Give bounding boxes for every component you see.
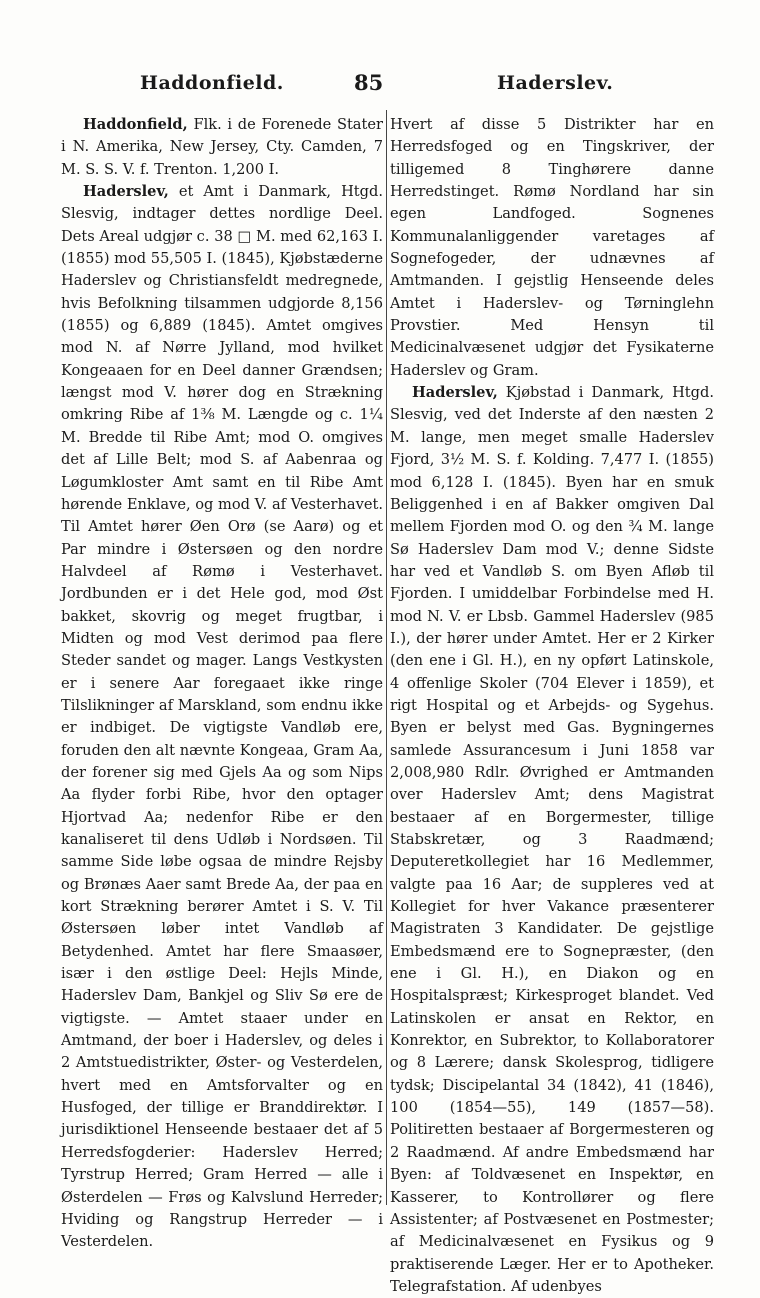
entry-haderslev-town xyxy=(390,382,714,1298)
entry-text: Kjøbstad i Danmark, Htgd. Slesvig, ved det Inderste af den næsten 2 M. lange, men meget smalle Haderslev Fjord, 3½ M. S. f. Kolding. 7,477 I. (1855) mod 6,128 I. (1845). Byen har en smuk Beliggenhed i en af Bakker omgiven Dal mellem Fjorden mod O. og den ¾ M. lange Sø Haderslev Dam mod V.; denne Sidste har ved et Vandløb S. om Byen Afløb til Fjorden. I umiddelbar Forbindelse med H. mod N. V. er Lbsb. Gammel Haderslev (985 I.), der hører under Amtet. Her er 2 Kirker (den ene i Gl. H.), en ny opført Latinskole, 4 offenlige Skoler (704 Elever i 1859), et rigt Hospital og et Arbejds- og Sygehus. Byen er belyst med Gas. Bygningernes samlede Assurancesum i Juni 1858 var 2,008,980 Rdlr. Øvrighed er Amtmanden over Haderslev Amt; dens Magistrat bestaaer af en Borgermester, tillige Stabskretær, og 3 Raadmænd; Deputeretkollegiet har 16 Medlemmer, valgte paa 16 Aar; de suppleres ved at Kollegiet for hver Vakance præsenterer Magistraten 3 Kandidater. De gejstlige Embedsmænd ere to Sognepræster, (den ene i Gl. H.), en Diakon og en Hospitalspræst; Kirkesproget blandet. Ved Latinskolen er ansat en Rektor, en Konrektor, en Subrektor, to Kollaboratorer og 8 Lærere; dansk Skolesprog, tidligere tydsk; Discipelantal 34 (1842), 41 (1846), 100 (1854—55), 149 (1857—58). Politiretten bestaaer af Borgermesteren og 2 Raadmænd. Af andre Embedsmænd har Byen: af Toldvæsenet en Inspektør, en Kasserer, to Kontrollører og flere Assistenter; af Postvæsenet en Postmester; af Medicinalvæsenet en Fysikus og 9 praktiserende Læger. Her er to Apotheker. Telegrafstation. Af udenbyes xyxy=(390,384,714,1295)
entry-continuation: Hvert af disse 5 Distrikter har en Herredsfoged og en Tingskriver, der tilligemed 8 Tinghørere danne Herredstinget. Rømø Nordland har sin egen Landfoged. Sognenes Kommunalanliggender varetages af Sognefogeder, der udnævnes af Amtmanden. I gejstlig Henseende deles Amtet i Haderslev- og Tørninglehn Provstier. Med Hensyn til Medicinalvæsenet udgjør det Fysikaterne Haderslev og Gram. xyxy=(390,116,714,379)
page-number: 85 xyxy=(354,70,384,95)
entry-text: Flk. i de Forenede Stater i N. Amerika, New Jersey, Cty. Camden, 7 M. S. S. V. f. Trenton. 1,200 I. xyxy=(61,116,383,178)
entry-text: et Amt i Danmark, Htgd. Slesvig, indtager dettes nordlige Deel. Dets Areal udgjør c. 38 □ M. med 62,163 I. (1855) mod 55,505 I. (1845), Kjøbstæderne Haderslev og Christiansfeldt medregnede, hvis Befolkning tilsammen udgjorde 8,156 (1855) og 6,889 (1845). Amtet omgives mod N. af Nørre Jylland, mod hvilket Kongeaaen for en Deel danner Grændsen; længst mod V. hører dog en Strækning omkring Ribe af 1⅜ M. Længde og c. 1¼ M. Bredde til Ribe Amt; mod O. omgives det af Lille Belt; mod S. af Aabenraa og Løgumkloster Amt samt en til Ribe Amt hørende Enklave, og mod V. af Vesterhavet. Til Amtet hører Øen Orø (se Aarø) og et Par mindre i Østersøen og den nordre Halvdeel af Rømø i Vesterhavet. Jordbunden er i det Hele god, mod Øst bakket, skovrig og meget frugtbar, i Midten og mod Vest derimod paa flere Steder sandet og mager. Langs Vestkysten er i senere Aar foregaaet ikke ringe Tilslikninger af Marskland, som endnu ikke er indbiget. De vigtigste Vandløb ere, foruden den alt nævnte Kongeaa, Gram Aa, der forener sig med Gjels Aa og som Nips Aa flyder forbi Ribe, hvor den optager Hjortvad Aa; nedenfor Ribe er den kanaliseret til dens Udløb i Nordsøen. Til samme Side løbe ogsaa de mindre Rejsby og Brønæs Aaer samt Brede Aa, der paa en kort Strækning berører Amtet i S. V. Til Østersøen løber intet Vandløb af Betydenhed. Amtet har flere Smaasøer, især i den østlige Deel: Hejls Minde, Haderslev Dam, Bankjel og Sliv Sø ere de vigtigste. — Amtet staaer under en Amtmand, der boer i Haderslev, og deles i 2 Amtstuedistrikter, Øster- og Vesterdelen, hvert med en Amtsforvalter og en Husfoged, der tillige er Branddirektør. I jurisdiktionel Henseende bestaaer det af 5 Herredsfogderier: Haderslev Herred; Tyrstrup Herred; Gram Herred — alle i Østerdelen — Frøs og Kalvslund Herreder; Hviding og Rangstrup Herreder — i Vesterdelen. xyxy=(61,183,383,1251)
entry-haddonfield xyxy=(61,114,383,181)
entry-headword: Haderslev, xyxy=(83,183,169,201)
entry-headword: Haddonfield, xyxy=(83,116,188,133)
column-divider xyxy=(386,110,387,1205)
left-column xyxy=(61,114,383,1254)
running-header xyxy=(0,72,760,102)
header-left-keyword: Haddonfield. xyxy=(140,72,284,94)
entry-haderslev-amt xyxy=(61,181,383,1254)
entry-headword: Haderslev, xyxy=(412,384,498,402)
header-right-keyword: Haderslev. xyxy=(497,72,614,94)
right-column xyxy=(390,114,714,1298)
